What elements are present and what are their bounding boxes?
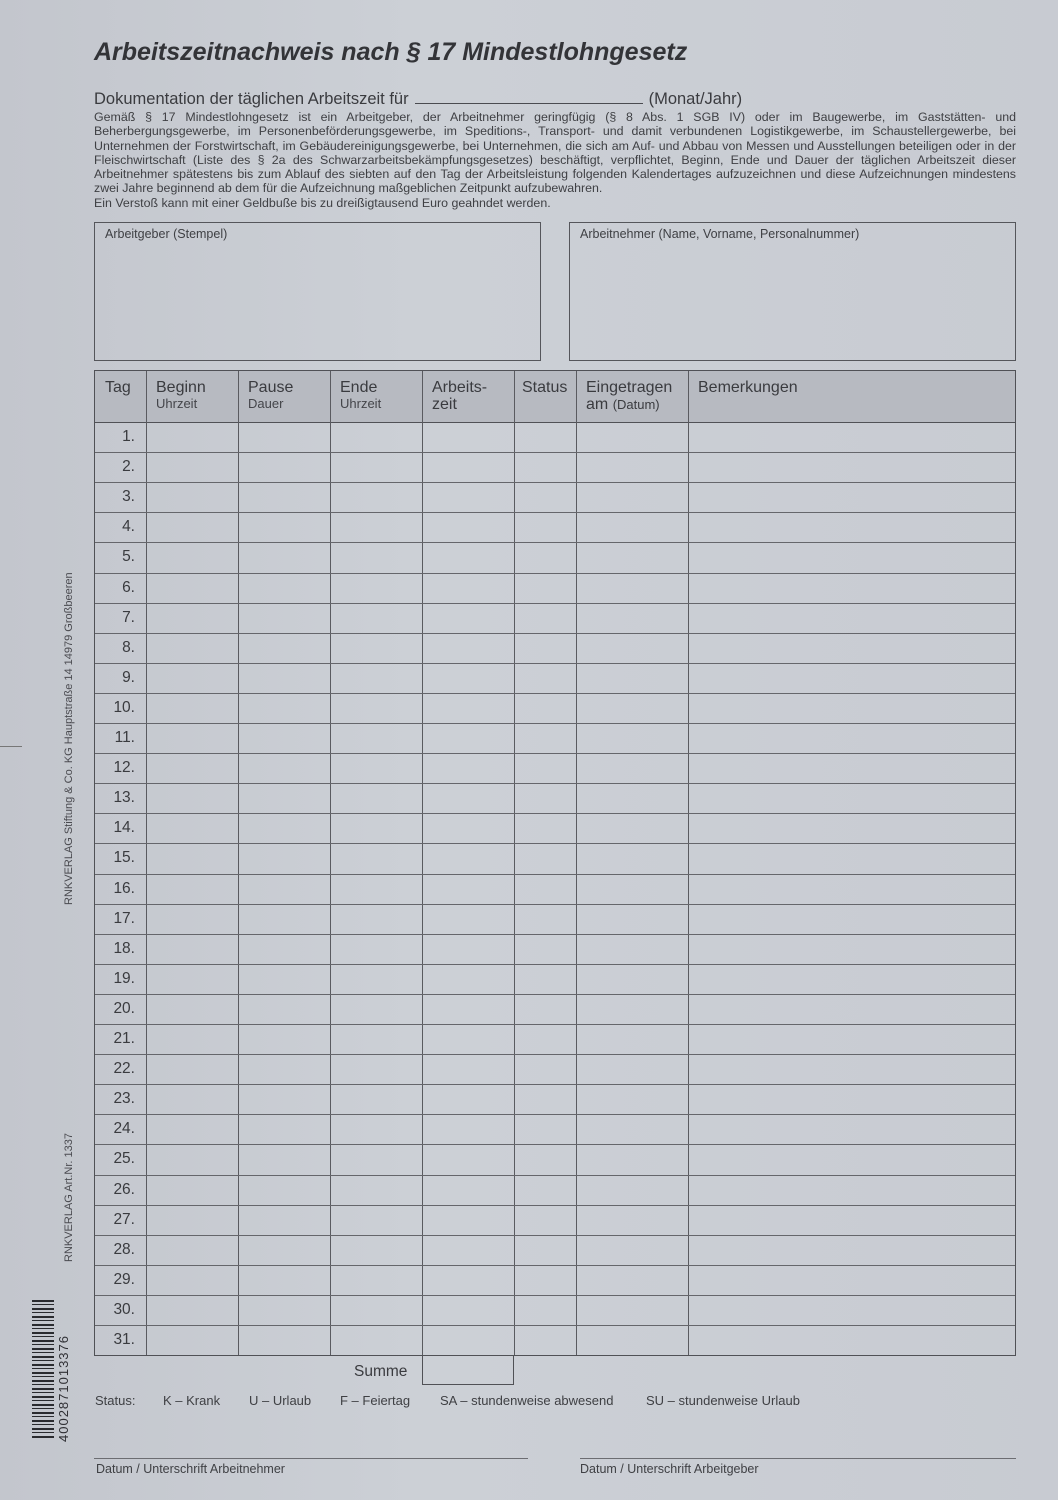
day-number: 5. bbox=[122, 548, 135, 566]
row-divider bbox=[95, 542, 1015, 543]
row-divider bbox=[95, 482, 1015, 483]
employer-signature-label: Datum / Unterschrift Arbeitgeber bbox=[580, 1462, 759, 1476]
day-number: 12. bbox=[113, 759, 135, 777]
day-number: 24. bbox=[113, 1120, 135, 1138]
day-number: 1. bbox=[122, 428, 135, 445]
day-number: 20. bbox=[113, 999, 135, 1017]
period-suffix: (Monat/Jahr) bbox=[648, 90, 743, 108]
header-arbeitszeit-line2: zeit bbox=[432, 396, 457, 413]
period-label: Dokumentation der täglichen Arbeitszeit für bbox=[94, 90, 409, 108]
day-number: 11. bbox=[114, 729, 135, 746]
day-number: 16. bbox=[113, 879, 135, 897]
period-blank-field[interactable] bbox=[415, 89, 643, 104]
day-number: 22. bbox=[113, 1060, 135, 1078]
row-divider bbox=[95, 843, 1015, 844]
day-number: 28. bbox=[113, 1240, 135, 1258]
row-divider bbox=[95, 874, 1015, 875]
row-divider bbox=[95, 1235, 1015, 1236]
employer-box[interactable] bbox=[94, 222, 541, 361]
day-number: 21. bbox=[113, 1030, 135, 1047]
status-legend-item: U – Urlaub bbox=[249, 1393, 312, 1408]
header-eingetragen-line1: Eingetragen bbox=[586, 379, 673, 396]
row-divider bbox=[95, 573, 1015, 574]
header-beginn-label: Beginn bbox=[156, 379, 206, 396]
day-number: 8. bbox=[122, 638, 135, 656]
day-number: 29. bbox=[113, 1270, 135, 1288]
header-eingetragen-sub: (Datum) bbox=[612, 397, 660, 412]
legal-penalty: Ein Verstoß kann mit einer Geldbuße bis zu dreißigtausend Euro geahndet werden. bbox=[94, 195, 551, 210]
header-arbeitszeit bbox=[432, 379, 487, 413]
day-number: 4. bbox=[122, 518, 135, 536]
row-divider bbox=[95, 1205, 1015, 1206]
row-divider bbox=[95, 1265, 1015, 1266]
row-divider bbox=[95, 633, 1015, 634]
publisher-article-number: RNKVERLAG Art.Nr. 1337 bbox=[63, 1133, 75, 1262]
legal-paragraph: Gemäß § 17 Mindestlohngesetz ist ein Arbeitgeber, der Arbeitnehmer geringfügig (§ 8 Abs. 1 SGB IV) oder im Baugewerbe, im Gaststätten- und Beherbergungsgewerbe, im Personenbeförderungsgewerbe, im Speditions-, Transport- und damit verbundenen Logistikgewerbe, im Schaustellergewerbe, bei Unternehmen der Forstwirtschaft, im Gebäudereinigungsgewerbe, bei Unternehmen, die sich am Auf- und Abbau von Messen und Ausstellungen beteiligen oder in der Fleischwirtschaft (Liste des § 2a des Schwarzarbeitsbekämpfungsgesetzes) beschäftigt, verpflichtet, Beginn, Ende und Dauer der täglichen Arbeitszeit dieser Arbeitnehmer spätestens bis zum Ablauf des siebten auf den Tag der Arbeitsleistung folgenden Kalendertages aufzuzeichnen und diese Aufzeichnungen mindestens zwei Jahre beginnend ab dem für die Aufzeichnung maßgeblichen Zeitpunkt aufzubewahren. bbox=[94, 110, 1016, 196]
sum-field[interactable] bbox=[422, 1356, 514, 1385]
header-ende bbox=[340, 379, 381, 411]
row-divider bbox=[95, 1325, 1015, 1326]
header-status: Status bbox=[522, 379, 568, 396]
day-number: 27. bbox=[113, 1210, 135, 1228]
header-ende-label: Ende bbox=[340, 379, 378, 396]
row-divider bbox=[95, 783, 1015, 784]
day-number: 30. bbox=[113, 1300, 135, 1318]
day-number: 26. bbox=[113, 1180, 135, 1198]
employer-signature-line[interactable] bbox=[580, 1458, 1016, 1459]
day-number: 13. bbox=[113, 789, 135, 807]
row-divider bbox=[95, 813, 1015, 814]
timesheet-table bbox=[94, 370, 1016, 1356]
day-number: 6. bbox=[122, 578, 135, 596]
day-number: 17. bbox=[113, 909, 135, 927]
header-arbeitszeit-line1: Arbeits- bbox=[432, 379, 488, 396]
row-divider bbox=[95, 1175, 1015, 1176]
row-divider bbox=[95, 1295, 1015, 1296]
header-ende-sub: Uhrzeit bbox=[340, 396, 382, 411]
header-eingetragen-line2: am bbox=[586, 396, 609, 413]
day-number: 10. bbox=[113, 698, 135, 716]
publisher-address: RNKVERLAG Stiftung & Co. KG Hauptstraße 14 14979 Großbeeren bbox=[63, 572, 75, 905]
status-legend-item: K – Krank bbox=[163, 1393, 221, 1408]
header-pause-sub: Dauer bbox=[248, 396, 284, 411]
row-divider bbox=[95, 512, 1015, 513]
day-number: 23. bbox=[113, 1090, 135, 1108]
header-eingetragen bbox=[586, 379, 672, 413]
header-pause-label: Pause bbox=[248, 379, 294, 396]
fold-mark bbox=[0, 746, 22, 747]
sum-label: Summe bbox=[354, 1363, 408, 1380]
day-number: 25. bbox=[113, 1150, 135, 1168]
row-divider bbox=[95, 934, 1015, 935]
row-divider bbox=[95, 693, 1015, 694]
status-legend-item: SU – stundenweise Urlaub bbox=[646, 1393, 800, 1408]
day-number: 31. bbox=[113, 1331, 135, 1348]
day-number: 19. bbox=[113, 969, 135, 987]
header-bemerkungen: Bemerkungen bbox=[698, 379, 798, 396]
period-line bbox=[94, 89, 742, 109]
row-divider bbox=[95, 1054, 1015, 1055]
day-number: 2. bbox=[122, 458, 135, 476]
barcode-icon bbox=[32, 1300, 54, 1440]
row-divider bbox=[95, 1024, 1015, 1025]
employer-box-label: Arbeitgeber (Stempel) bbox=[105, 227, 228, 241]
status-legend-item: SA – stundenweise abwesend bbox=[440, 1393, 614, 1408]
legal-notice bbox=[94, 110, 1016, 210]
row-divider bbox=[95, 753, 1015, 754]
row-divider bbox=[95, 994, 1015, 995]
row-divider bbox=[95, 452, 1015, 453]
row-divider bbox=[95, 603, 1015, 604]
page-title: Arbeitszeitnachweis nach § 17 Mindestlohngesetz bbox=[94, 38, 688, 66]
row-divider bbox=[95, 1084, 1015, 1085]
barcode-number: 4002871013376 bbox=[56, 1335, 71, 1442]
row-divider bbox=[95, 904, 1015, 905]
status-legend-item: F – Feiertag bbox=[340, 1393, 411, 1408]
row-divider bbox=[95, 663, 1015, 664]
employee-signature-label: Datum / Unterschrift Arbeitnehmer bbox=[96, 1462, 285, 1476]
status-legend-label: Status: bbox=[95, 1393, 136, 1408]
day-number: 9. bbox=[122, 668, 135, 686]
employee-box-label: Arbeitnehmer (Name, Vorname, Personalnummer) bbox=[580, 227, 860, 241]
day-number: 14. bbox=[113, 819, 135, 837]
row-divider bbox=[95, 1114, 1015, 1115]
employee-signature-line[interactable] bbox=[94, 1458, 528, 1459]
row-divider bbox=[95, 964, 1015, 965]
day-number: 15. bbox=[113, 849, 135, 867]
row-divider bbox=[95, 723, 1015, 724]
header-pause bbox=[248, 379, 293, 411]
employee-box[interactable] bbox=[569, 222, 1016, 361]
day-number: 7. bbox=[122, 608, 135, 626]
row-divider bbox=[95, 1144, 1015, 1145]
day-number: 3. bbox=[122, 488, 135, 506]
header-tag: Tag bbox=[105, 379, 131, 396]
day-number: 18. bbox=[113, 939, 135, 957]
header-beginn-sub: Uhrzeit bbox=[156, 396, 198, 411]
header-beginn bbox=[156, 379, 206, 411]
